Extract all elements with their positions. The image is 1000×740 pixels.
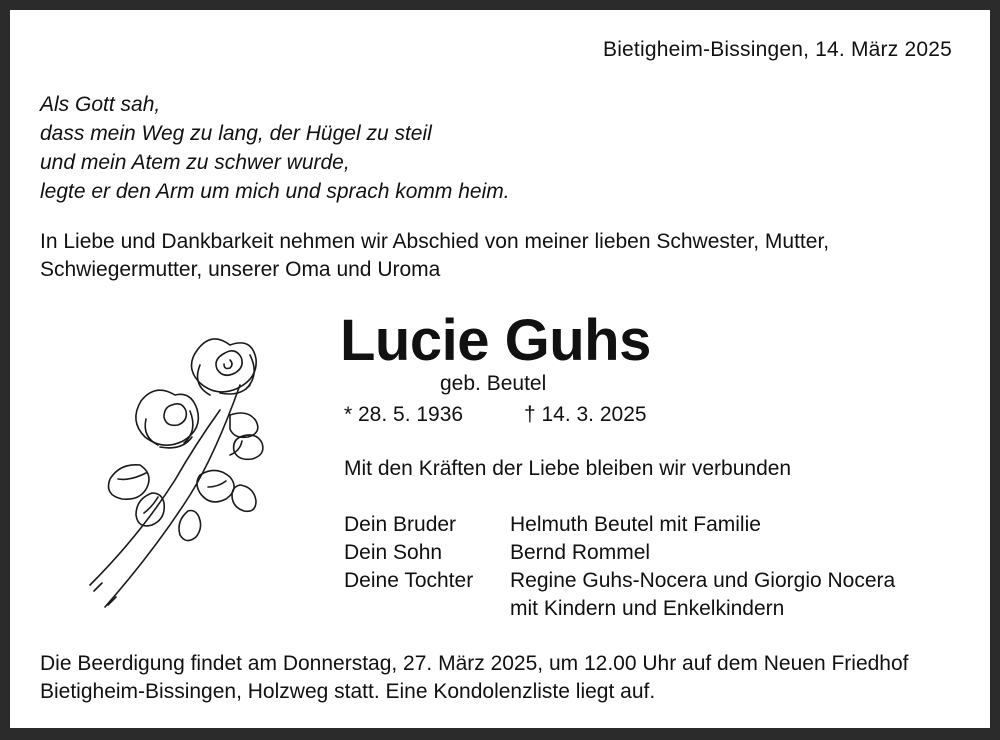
mourner-names: Regine Guhs-Nocera und Giorgio Nocera: [510, 569, 896, 592]
mourner-role: Dein Bruder: [344, 513, 457, 536]
maiden-name: geb. Beutel: [440, 372, 547, 395]
mourner-row: [344, 511, 895, 539]
life-dates: [344, 403, 647, 427]
mourners-list: [344, 511, 895, 623]
rose-illustration-icon: [80, 315, 280, 615]
burial-notice: Die Beerdigung findet am Donnerstag, 27. März 2025, um 12.00 Uhr auf dem Neuen Friedhof Bietigheim-Bissingen, Holzweg statt. Eine Kondolenzliste liegt auf.: [40, 652, 909, 703]
mourner-names: mit Kindern und Enkelkindern: [510, 597, 785, 620]
mourner-names: Helmuth Beutel mit Familie: [510, 513, 761, 536]
mourner-role: [344, 595, 510, 623]
motto: Mit den Kräften der Liebe bleiben wir verbunden: [344, 457, 792, 480]
poem-line: und mein Atem zu schwer wurde,: [40, 151, 350, 174]
place-and-date: Bietigheim-Bissingen, 14. März 2025: [602, 38, 952, 61]
poem: [40, 90, 510, 206]
mourner-role: Dein Sohn: [344, 541, 443, 564]
poem-line: legte er den Arm um mich und sprach komm heim.: [40, 180, 510, 203]
poem-line: Als Gott sah,: [40, 93, 161, 116]
mourner-row: [344, 567, 895, 595]
death-date: † 14. 3. 2025: [523, 403, 647, 426]
obituary-notice: [10, 10, 990, 728]
mourner-role: Deine Tochter: [344, 569, 474, 592]
intro-text: In Liebe und Dankbarkeit nehmen wir Abschied von meiner lieben Schwester, Mutter, Schwiegermutter, unserer Oma und Uroma: [40, 230, 830, 281]
mourner-names: Bernd Rommel: [510, 541, 651, 564]
deceased-name: Lucie Guhs: [340, 308, 651, 373]
mourner-row: [344, 539, 895, 567]
birth-date: * 28. 5. 1936: [344, 403, 464, 426]
mourner-row: [344, 595, 895, 623]
poem-line: dass mein Weg zu lang, der Hügel zu steil: [40, 122, 432, 145]
